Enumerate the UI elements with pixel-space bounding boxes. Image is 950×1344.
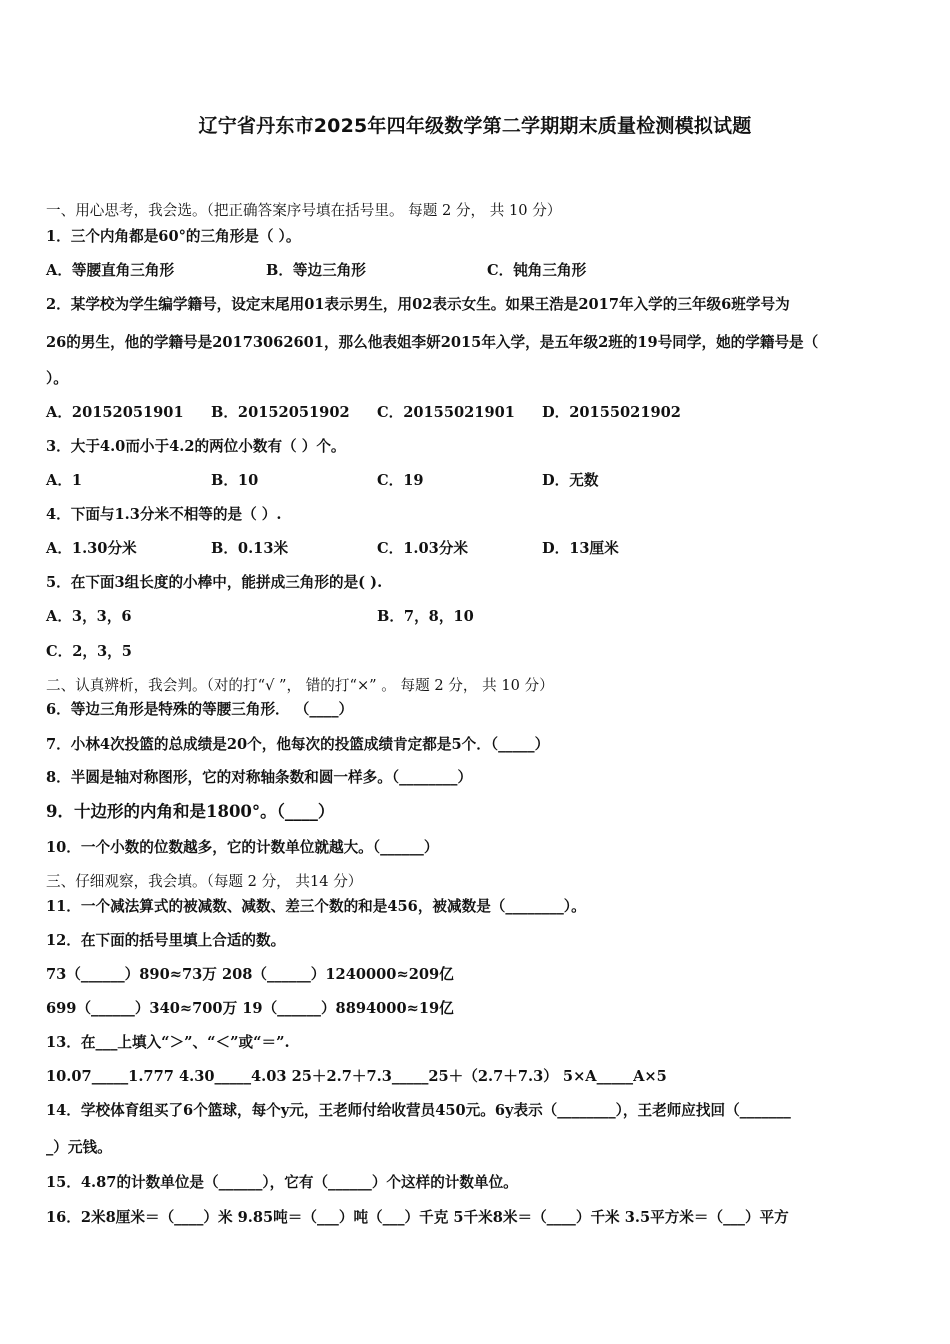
question-4: 4．下面与1.3分米不相等的是（ ）. — [46, 506, 282, 523]
question-6: 6．等边三角形是特殊的等腰三角形． （____） — [46, 701, 354, 718]
question-14-line-1: 14．学校体育组买了6个篮球，每个y元，王老师付给收营员450元。6y表示（________），王老师应找回（_______ — [46, 1102, 791, 1119]
q5-option-a: A．3，3，6 — [46, 608, 132, 625]
page-title: 辽宁省丹东市2025年四年级数学第二学期期末质量检测模拟试题 — [198, 115, 752, 137]
q2-option-a: A．20152051901 — [46, 404, 184, 421]
question-13: 13．在___上填入“＞”、“＜”或“＝”. — [46, 1034, 290, 1051]
q3-option-b: B．10 — [211, 472, 259, 489]
q1-option-c: C．钝角三角形 — [487, 262, 587, 279]
question-13-line-1: 10.07_____1.777 4.30_____4.03 25＋2.7＋7.3_____25＋（2.7＋7.3） 5×A_____A×5 — [46, 1068, 667, 1085]
q4-option-d: D．13厘米 — [542, 540, 619, 557]
q3-option-c: C．19 — [377, 472, 424, 489]
question-10: 10．一个小数的位数越多，它的计数单位就越大。（______） — [46, 839, 439, 856]
q2-option-c: C．20155021901 — [377, 404, 515, 421]
question-14-line-2: _）元钱。 — [46, 1139, 112, 1156]
question-16: 16．2米8厘米＝（____）米 9.85吨＝（___）吨（___）千克 5千米8米＝（____）千米 3.5平方米＝（___）平方 — [46, 1209, 789, 1226]
q1-option-a: A．等腰直角三角形 — [46, 262, 175, 279]
q4-option-a: A．1.30分米 — [46, 540, 137, 557]
question-12-line-1: 73（______）890≈73万 208（______）1240000≈209亿 — [46, 966, 454, 983]
question-12-line-2: 699（______）340≈700万 19（______）8894000≈19亿 — [46, 1000, 454, 1017]
question-9: 9．十边形的内角和是1800°。（____） — [46, 802, 335, 821]
q3-option-d: D．无数 — [542, 472, 599, 489]
q3-option-a: A．1 — [46, 472, 83, 489]
question-1: 1．三个内角都是60°的三角形是（ ）。 — [46, 228, 301, 245]
q4-option-c: C．1.03分米 — [377, 540, 468, 557]
section-1-heading: 一、用心思考，我会选。（把正确答案序号填在括号里。 每题 2 分， 共 10 分） — [46, 202, 562, 219]
q1-option-b: B．等边三角形 — [266, 262, 366, 279]
question-2-line-1: 2．某学校为学生编学籍号，设定末尾用01表示男生，用02表示女生。如果王浩是2017年入学的三年级6班学号为 — [46, 296, 790, 313]
section-3-heading: 三、仔细观察，我会填。（每题 2 分， 共14 分） — [46, 873, 363, 890]
question-2-line-2: 26的男生，他的学籍号是20173062601，那么他表姐李妍2015年入学，是五年级2班的19号同学，她的学籍号是（ — [46, 334, 819, 351]
question-5: 5．在下面3组长度的小棒中，能拼成三角形的是( ). — [46, 574, 383, 591]
question-2-line-3: ）。 — [46, 370, 68, 387]
question-7: 7．小林4次投篮的总成绩是20个，他每次的投篮成绩肯定都是5个．（_____） — [46, 736, 550, 753]
section-2-heading: 二、认真辨析，我会判。（对的打“√ ”， 错的打“×” 。 每题 2 分， 共 10 分） — [46, 677, 554, 694]
question-15: 15．4.87的计数单位是（______），它有（______）个这样的计数单位。 — [46, 1174, 518, 1191]
question-3: 3．大于4.0而小于4.2的两位小数有（ ）个。 — [46, 438, 346, 455]
q5-option-c: C．2，3，5 — [46, 643, 132, 660]
q2-option-d: D．20155021902 — [542, 404, 681, 421]
q5-option-b: B．7，8，10 — [377, 608, 474, 625]
question-12: 12．在下面的括号里填上合适的数。 — [46, 932, 286, 949]
q2-option-b: B．20152051902 — [211, 404, 350, 421]
q4-option-b: B．0.13米 — [211, 540, 289, 557]
question-11: 11．一个减法算式的被减数、减数、差三个数的和是456，被减数是（________）。 — [46, 898, 586, 915]
question-8: 8．半圆是轴对称图形，它的对称轴条数和圆一样多。（________） — [46, 769, 473, 786]
